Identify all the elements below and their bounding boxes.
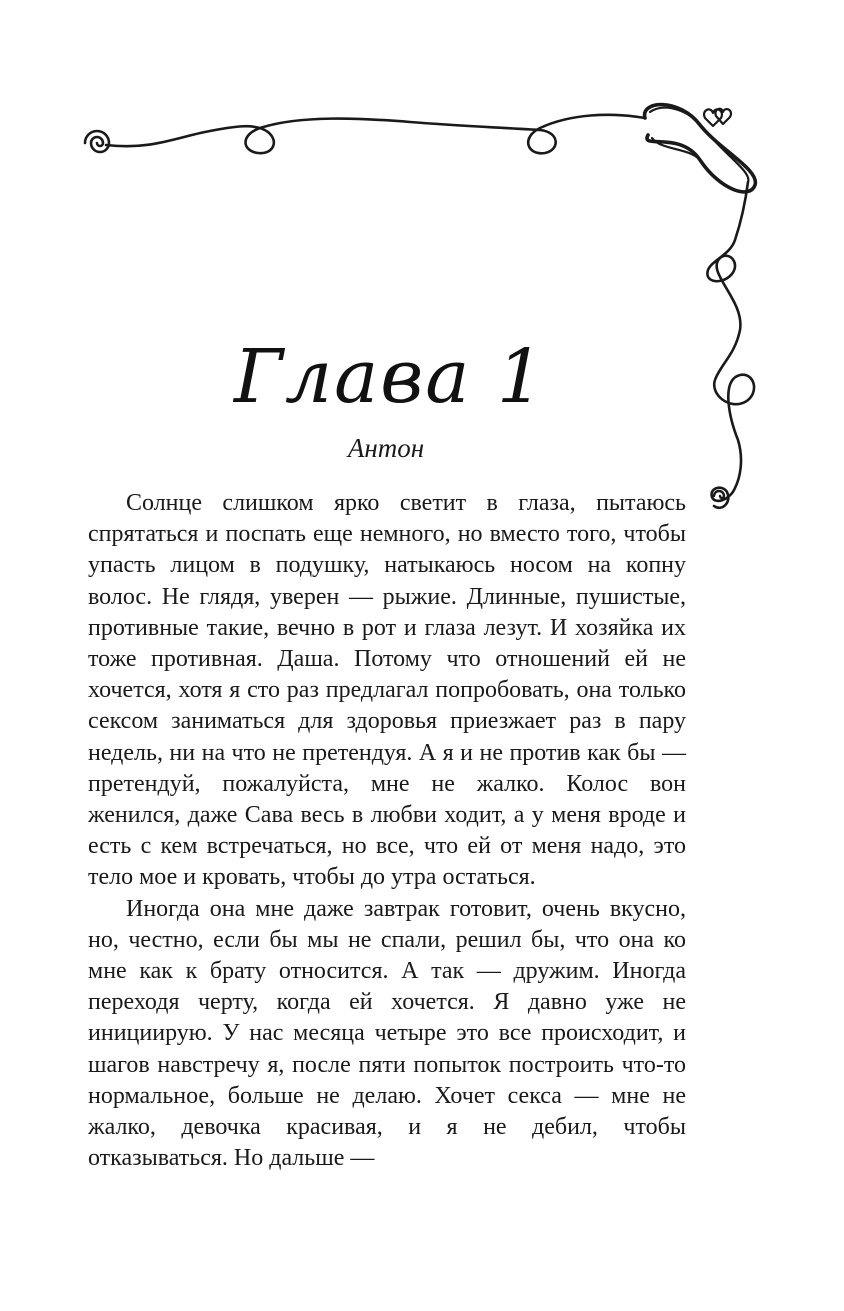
chapter-title: Глава 1: [233, 334, 547, 420]
hearts-icon: [704, 109, 731, 126]
bottom-right-spiral-icon: [714, 491, 724, 498]
chapter-subtitle: Антон: [347, 433, 425, 463]
infinity-knot-icon: [645, 105, 756, 192]
left-spiral-icon: [85, 131, 109, 152]
paragraph: Иногда она мне даже завтрак готовит, очень вкусно, но, честно, если бы мы не спали, решил бы, что она ко мне как к брату относится. А так — дружим. Иногда переходя черту, когда ей хочется. Я давно уже не инициирую. У нас месяца четыре это все происходит, и шагов навстречу я, после пяти попыток построить что-то нормальное, больше не делаю. Хочет секса — мне не жалко, девочка красивая, и я не дебил, чтобы отказываться. Но дальше —: [88, 895, 686, 1172]
paragraph: Солнце слишком ярко светит в глаза, пытаюсь спрятаться и поспать еще немного, но вместо того, чтобы упасть лицом в подушку, натыкаюсь носом на копну волос. Не глядя, уверен — рыжие. Длинные, пушистые, противные такие, вечно в рот и глаза лезут. И хозяйка их тоже противная. Даша. Потому что отношений ей не хочется, хотя я сто раз предлагал попробовать, она только сексом заниматься для здоровья приезжает раз в пару недель, ни на что не претендуя. А я и не против как бы — претендуй, пожалуйста, мне не жалко. Колос вон женился, даже Сава весь в любви ходит, а у меня вроде и есть с кем встречаться, но все, что ей от меня надо, это тело мое и кровать, чтобы до утра остаться.: [88, 490, 686, 891]
top-vine-icon: [106, 115, 645, 154]
chapter-body: [88, 488, 686, 1174]
